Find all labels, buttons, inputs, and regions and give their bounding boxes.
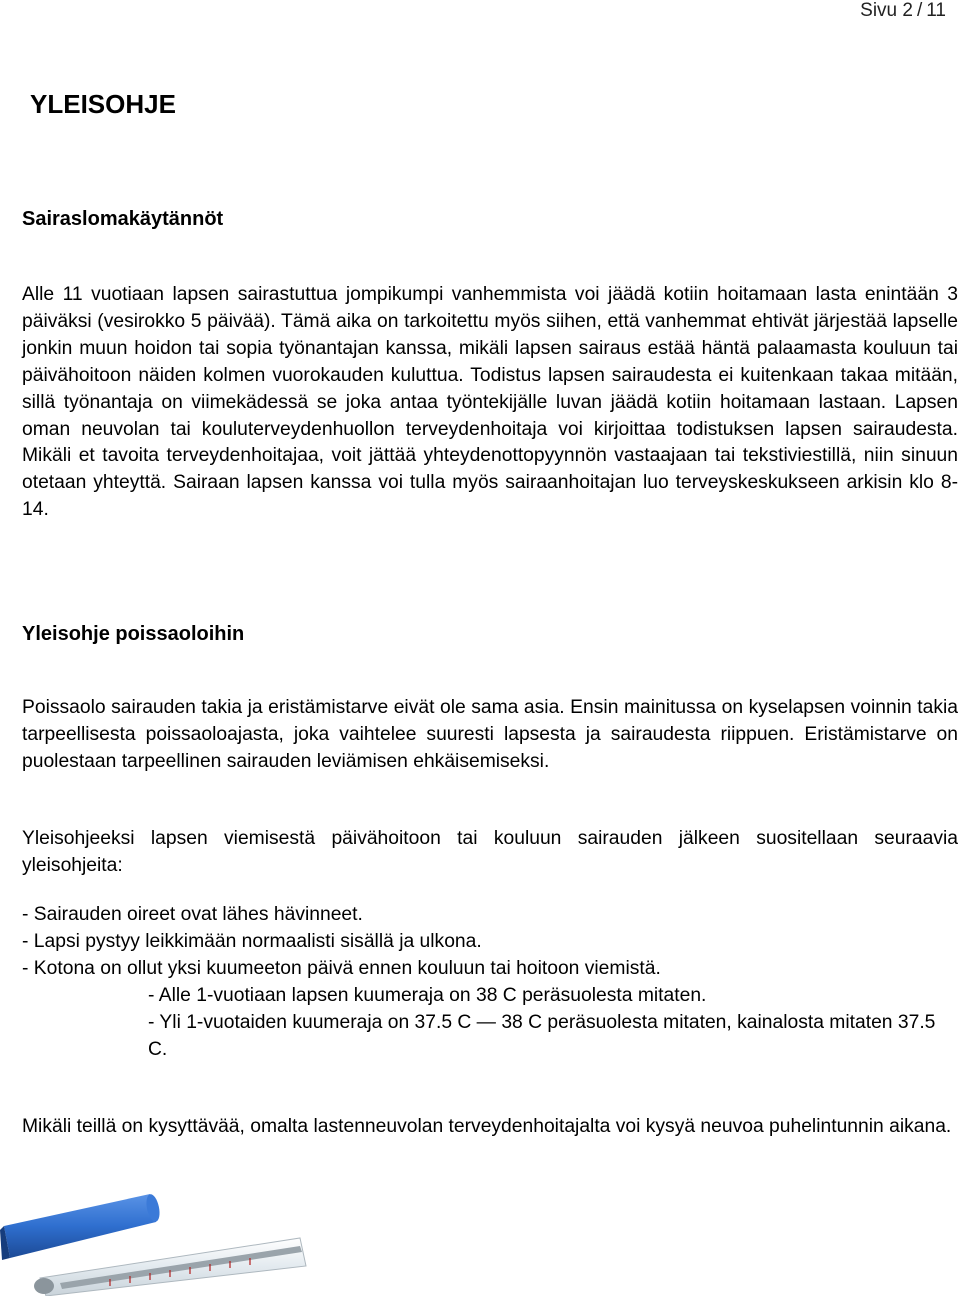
paragraph-sick-leave: Alle 11 vuotiaan lapsen sairastuttua jompikumpi vanhemmista voi jäädä kotiin hoitamaan lasta enintään 3 päiväksi (vesirokko 5 päivää). Tämä aika on tarkoitettu myös siihen, että vanhemmat ehtivät järjestää lapselle jonkin muun hoidon tai sopia työnantajan kanssa, mikäli lapsen sairaus estää häntä palaamasta kouluun tai päivähoitoon näiden kolmen vuorokauden kuluttua. Todistus lapsen sairaudesta ei kuitenkaan takaa mitään, sillä työnantaja on viimekädessä se joka antaa työntekijälle luvan jäädä kotiin hoitamaan lastaan. Lapsen oman neuvolan tai kouluterveydenhuollon terveydenhoitaja voi kirjoittaa todistuksen lapsen sairaudesta. Mikäli et tavoita terveydenhoitajaa, voit jättää yhteydenottopyynnön vastaajaan tai tekstiviestillä, niin sinuun otetaan yhteyttä. Sairaan lapsen kanssa voi tulla myös sairaanhoitajan luo terveyskeskukseen arkisin klo 8-14. [22,284,958,521]
guidance-list [22,902,958,983]
thermometer-icon [0,1186,320,1296]
list-item: - Sairauden oireet ovat lähes hävinneet. [22,904,363,925]
paragraph-general-guidance: Yleisohjeeksi lapsen viemisestä päivähoitoon tai kouluun sairauden jälkeen suositellaan seuraavia yleisohjeita: [22,828,958,876]
fever-limit-list [148,983,958,1064]
page-number [860,0,946,22]
page-title: YLEISOHJE [30,89,176,119]
section-heading-sick-leave: Sairaslomakäytännöt [22,208,224,230]
thermometer-glass [34,1238,306,1296]
page-total: 11 [926,0,946,21]
section-heading-absences: Yleisohje poissaoloihin [22,623,245,645]
page-current: 2 [902,0,913,21]
thermometer-case [0,1193,162,1260]
paragraph-contact: Mikäli teillä on kysyttävää, omalta lastenneuvolan terveydenhoitajalta voi kysyä neuvoa puhelintunnin aikana. [22,1116,952,1137]
page-label: Sivu [860,0,898,21]
list-item: - Alle 1-vuotiaan lapsen kuumeraja on 38 C peräsuolesta mitaten. [148,985,707,1006]
list-item: - Kotona on ollut yksi kuumeeton päivä ennen kouluun tai hoitoon viemistä. [22,957,661,979]
list-item: - Lapsi pystyy leikkimään normaalisti sisällä ja ulkona. [22,930,482,952]
page-separator: / [916,0,923,21]
paragraph-absence-vs-isolation: Poissaolo sairauden takia ja eristämistarve eivät ole sama asia. Ensin mainitussa on kyselapsen voinnin takia tarpeellisesta poissaoloajasta, joka vaihtelee suuresti lapsesta ja sairaudesta riippuen. Eristämistarve on puolestaan tarpeellinen sairauden leviämisen ehkäisemiseksi. [22,697,958,772]
list-item: - Yli 1-vuotaiden kuumeraja on 37.5 C — 38 C peräsuolesta mitaten, kainalosta mitaten 37.5 C. [148,1011,936,1060]
